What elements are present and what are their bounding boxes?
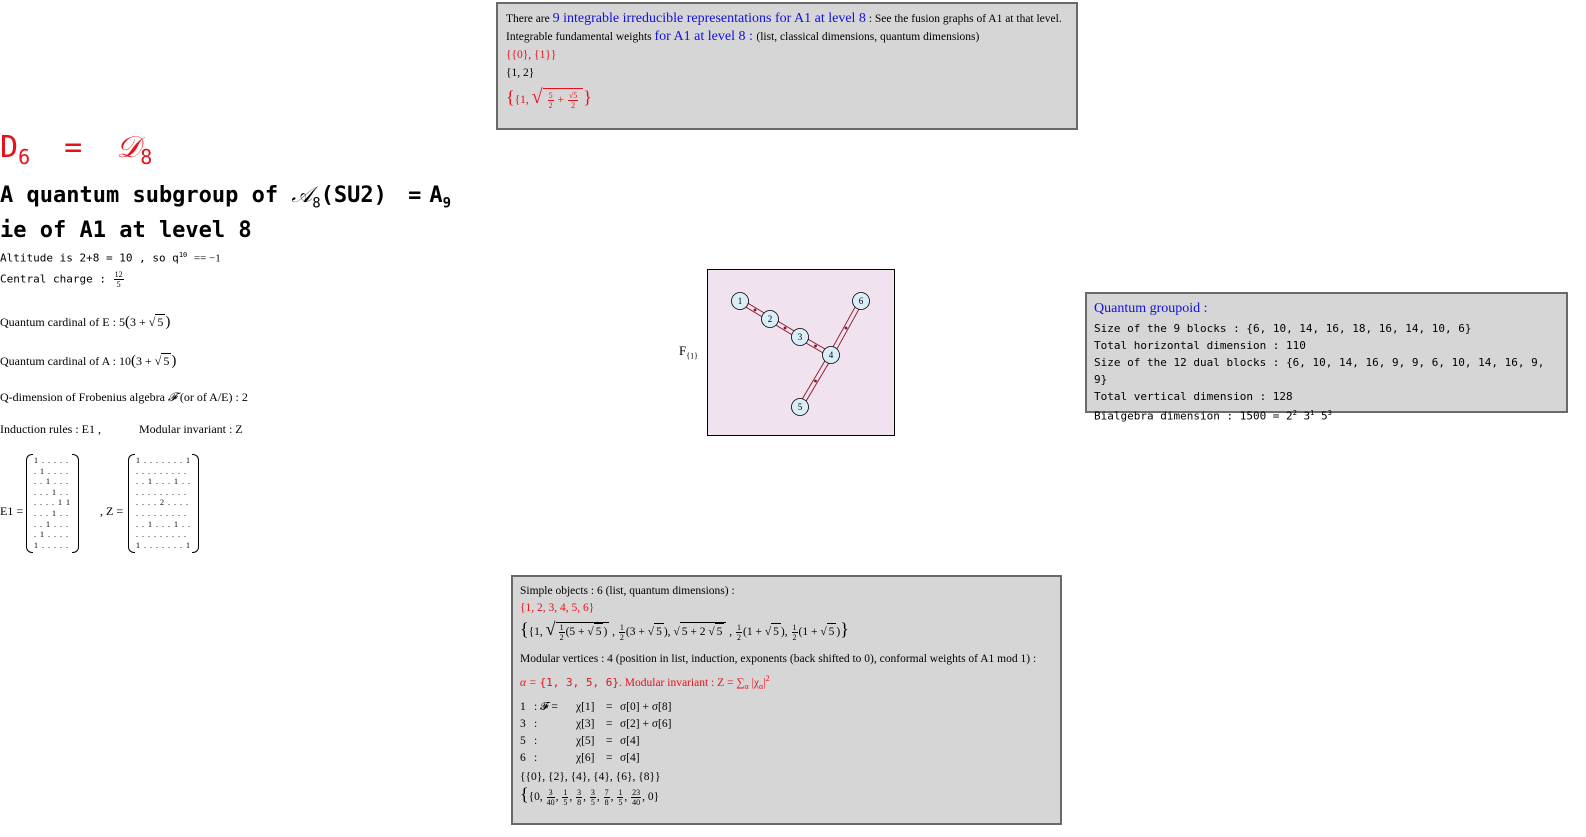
conformal-weights-list: {{0, $\frac{3}{40}$ , $\frac{1}{5}$ , $\frac{3}{8}$ , $\frac{3}{5}$ , $\frac{7}{8}$ , $\frac{1}{5}$ , $\frac{23}{40}$ , 0} xyxy=(520,784,660,807)
e1-row: . 1 . . . . xyxy=(34,466,69,476)
modular-row-chi: χ[3] xyxy=(576,718,595,731)
graph-edge-arrow xyxy=(814,345,817,348)
title-left: D xyxy=(0,130,19,165)
bialgebra-dimension-line: Bialgebra dimension : $1500 = 2^2$ $3^1$ $5^3$ xyxy=(1094,409,1332,423)
z-row: 1 . . . . . . . 1 xyxy=(136,540,191,550)
alpha-line: α = {1, 3, 5, 6}. Modular invariant : $Z = \sum_\alpha$ $|\chi_\alpha|^2$ xyxy=(520,674,770,692)
graph-node-label: 6 xyxy=(858,296,864,306)
e1-row: . 1 . . . . xyxy=(34,530,69,540)
quantum-dims-list: {{1, √ $\frac{5}{2}$ + $\frac{√5}{2}$ } xyxy=(506,86,592,110)
e1-matrix xyxy=(34,456,71,551)
graph-node-label: 5 xyxy=(797,402,803,412)
groupoid-title: Quantum groupoid : xyxy=(1094,301,1208,316)
vertical-dimension-line: Total vertical dimension : 128 xyxy=(1094,390,1293,403)
representations-panel xyxy=(496,2,1078,130)
central-charge-line: Central charge : $\frac{12}{5}$ xyxy=(0,270,123,289)
qdim-frobenius-line: Q-dimension of Frobenius algebra 𝓕 (or of A/E) : 2 xyxy=(0,390,248,404)
e1-row: 1 . . . . . xyxy=(34,456,69,465)
modular-rows xyxy=(520,699,1053,767)
modular-row-chi: χ[1] xyxy=(576,701,595,714)
modular-row-n: 6 xyxy=(520,752,526,765)
modular-row-pre: : xyxy=(534,752,538,765)
z-row: . . . . . . . . . xyxy=(136,487,187,497)
modular-row-chi: χ[5] xyxy=(576,735,595,748)
altitude-line: Altitude is 2+8 = 10 , so $q^{10} == -1$ xyxy=(0,251,221,265)
subtitle-line-2: ie of A1 at level 8 xyxy=(0,218,252,244)
e1-row: . . . 1 . . xyxy=(34,487,69,497)
classical-dims-list: {1, 2} xyxy=(506,67,535,79)
graph-edge-arrow xyxy=(754,309,757,312)
modular-row-pre: : xyxy=(534,718,538,731)
horizontal-dimension-line: Total horizontal dimension : 110 xyxy=(1094,339,1306,352)
central-charge-fraction: $\frac{12}{5}$ xyxy=(114,270,123,289)
quantum-groupoid-panel xyxy=(1085,292,1568,423)
modular-row-eq: = xyxy=(606,718,613,731)
modular-row-n: 3 xyxy=(520,718,526,731)
e1-row: . . . 1 . . xyxy=(34,508,69,518)
z-row: . . . . . . . . . xyxy=(136,466,187,476)
induction-rules-line: Induction rules : E1 , xyxy=(0,422,101,436)
page-title: $D_6$ = 𝒟$_8$ xyxy=(0,130,153,169)
modular-row-eq: = xyxy=(606,752,613,765)
subtitle-line-1: A quantum subgroup of 𝒜$_8$(SU2) = $A_9$ xyxy=(0,182,452,212)
qcard-e-line: Quantum cardinal of E : 5(3 + √ 5 ) xyxy=(0,314,171,330)
modular-row-chi: χ[6] xyxy=(576,752,595,765)
e1-row: . . 1 . . . xyxy=(34,477,69,487)
simple-quantum-dims: {{1, √ $\frac{1}{2}$ (5 + √ 5 ) , $\frac{1}{2}$ (3 + √ 5 ), √ 5 + 2 √ 5 , $\frac{1}{2}$ (1 + √ 5 ), $\frac{1}{2}$ (1 + √ 5 )} xyxy=(520,619,849,642)
conformal-weight-fraction: $\frac{3}{8}$ xyxy=(577,787,582,807)
graph-edge-arrow xyxy=(784,327,787,330)
weights-list: {{0}, {1}} xyxy=(506,49,557,61)
simple-objects-list: {1, 2, 3, 4, 5, 6} xyxy=(520,602,595,614)
modular-vertices-label: Modular vertices : 4 (position in list, induction, exponents (back shifted to 0), conformal weights of A1 mod 1) : xyxy=(520,653,1037,665)
modular-row-rhs: σ[4] xyxy=(620,735,640,748)
graph-label: $F_{\{1\}}$ xyxy=(679,343,698,361)
modular-row-rhs: σ[4] xyxy=(620,752,640,765)
simple-objects-panel xyxy=(511,575,1062,825)
conformal-weight-fraction: $\frac{3}{5}$ xyxy=(590,787,595,807)
modular-row-n: 5 xyxy=(520,735,526,748)
simple-objects-label: Simple objects : 6 (list, quantum dimensions) : xyxy=(520,585,735,597)
z-row: . . 1 . . . 1 . . xyxy=(136,477,191,487)
page-subtitle xyxy=(0,181,451,244)
representations-line: There are 9 integrable irreducible representations for A1 at level 8 : See the fusion graphs of A1 at that level. xyxy=(506,11,1062,26)
modular-row xyxy=(520,699,1053,716)
modular-row-eq: = xyxy=(606,701,613,714)
dual-blocks-line: Size of the 12 dual blocks : {6, 10, 14, 16, 9, 9, 6, 10, 14, 16, 9, 9} xyxy=(1094,356,1545,386)
conformal-weight-fraction: $\frac{3}{40}$ xyxy=(546,787,555,807)
e1-row: 1 . . . . . xyxy=(34,540,69,550)
e1-row: . . . . 1 1 xyxy=(34,498,71,508)
z-label: , Z = xyxy=(100,504,124,518)
title-right: 𝒟 xyxy=(116,131,141,164)
conformal-weight-fraction: $\frac{1}{5}$ xyxy=(618,787,623,807)
modular-row-pre: : 𝓕 = xyxy=(534,701,558,714)
blocks-line: Size of the 9 blocks : {6, 10, 14, 16, 18, 16, 14, 10, 6} xyxy=(1094,322,1472,335)
graph-node-label: 1 xyxy=(737,296,743,306)
fusion-graph xyxy=(707,269,895,436)
fundamental-weights-line: Integrable fundamental weights for A1 at level 8 : (list, classical dimensions, quantum dimensions) xyxy=(506,29,980,44)
graph-edge-arrow xyxy=(845,327,848,330)
graph-node-label: 2 xyxy=(767,314,773,324)
e1-row: . . 1 . . . xyxy=(34,519,69,529)
e1-label: E1 = xyxy=(0,504,24,518)
conformal-weight-fraction: $\frac{1}{5}$ xyxy=(563,787,568,807)
z-row: . . 1 . . . 1 . . xyxy=(136,519,191,529)
modular-row xyxy=(520,733,1053,750)
z-matrix xyxy=(136,456,191,551)
modular-row xyxy=(520,750,1053,767)
graph-node-label: 3 xyxy=(797,332,803,342)
modular-row-rhs: σ[0] + σ[8] xyxy=(620,701,672,714)
conformal-weight-fraction: $\frac{23}{40}$ xyxy=(632,787,641,807)
modular-row xyxy=(520,716,1053,733)
z-row: . . . . 2 . . . . xyxy=(136,498,189,508)
modular-row-pre: : xyxy=(534,735,538,748)
graph-node-label: 4 xyxy=(828,350,834,360)
modular-invariant-line: Modular invariant : Z xyxy=(139,422,243,436)
conformal-weight-fraction: $\frac{7}{8}$ xyxy=(604,787,609,807)
graph-edge-arrow xyxy=(814,380,817,383)
modular-row-n: 1 xyxy=(520,701,526,714)
exponents-list: {{0}, {2}, {4}, {4}, {6}, {8}} xyxy=(520,771,661,784)
z-row: 1 . . . . . . . 1 xyxy=(136,456,191,465)
modular-row-eq: = xyxy=(606,735,613,748)
modular-row-rhs: σ[2] + σ[6] xyxy=(620,718,672,731)
z-row: . . . . . . . . . xyxy=(136,530,187,540)
qcard-a-line: Quantum cardinal of A : 10(3 + √ 5 ) xyxy=(0,353,177,369)
fusion-graph-svg xyxy=(708,270,894,435)
z-row: . . . . . . . . . xyxy=(136,508,187,518)
